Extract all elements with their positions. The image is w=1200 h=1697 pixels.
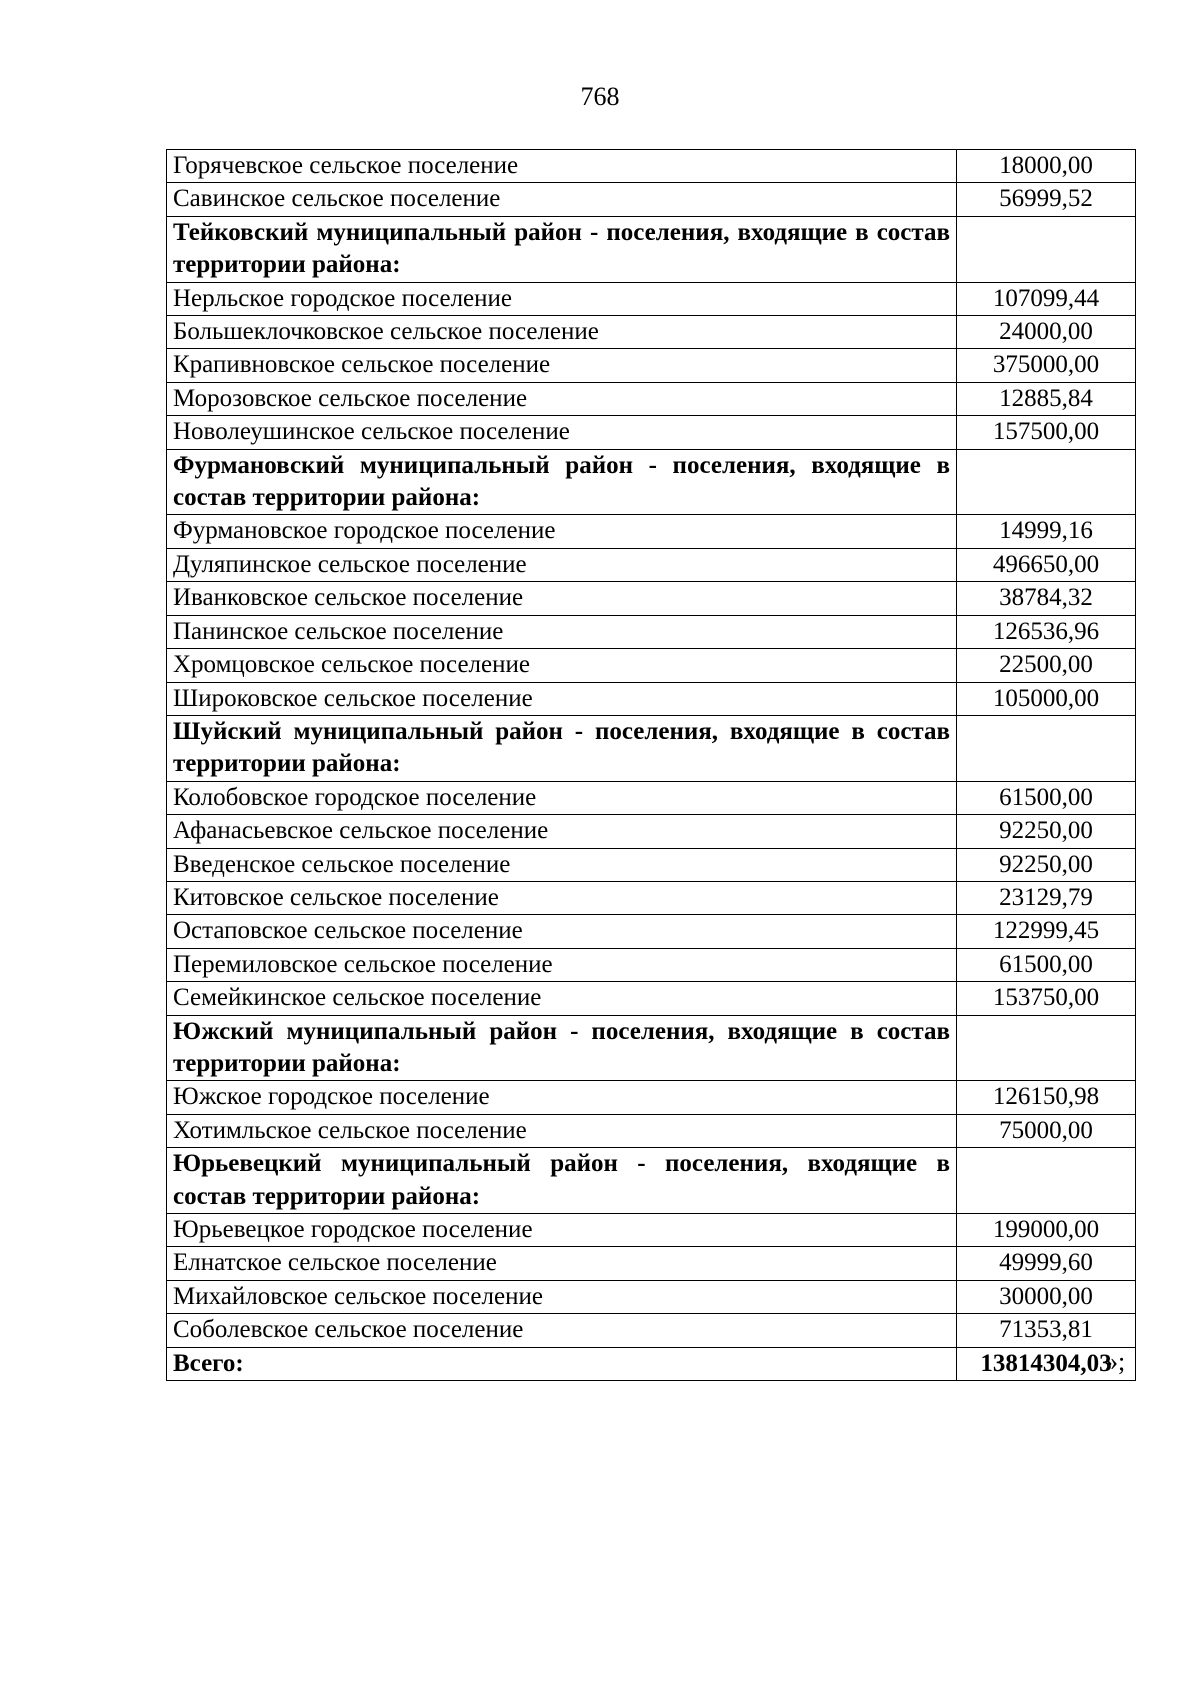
- settlement-amount: 18000,00: [957, 150, 1136, 183]
- district-heading-name: Юрьевецкий муниципальный район - поселения, входящие в состав территории района:: [167, 1148, 957, 1214]
- settlement-amount: 157500,00: [957, 416, 1136, 449]
- settlement-row: [167, 1247, 1136, 1280]
- settlement-name: Юрьевецкое городское поселение: [167, 1214, 957, 1247]
- settlement-name: Хотимльское сельское поселение: [167, 1114, 957, 1147]
- settlement-name: Семейкинское сельское поселение: [167, 982, 957, 1015]
- settlement-amount: 14999,16: [957, 515, 1136, 548]
- settlement-row: [167, 915, 1136, 948]
- settlement-name: Новолеушинское сельское поселение: [167, 416, 957, 449]
- settlement-row: [167, 582, 1136, 615]
- settlement-amount: 153750,00: [957, 982, 1136, 1015]
- district-heading-row: [167, 715, 1136, 781]
- settlement-row: [167, 416, 1136, 449]
- settlement-name: Фурмановское городское поселение: [167, 515, 957, 548]
- district-heading-amount: [957, 1015, 1136, 1081]
- settlement-row: [167, 382, 1136, 415]
- settlement-name: Афанасьевское сельское поселение: [167, 815, 957, 848]
- settlement-name: Китовское сельское поселение: [167, 881, 957, 914]
- settlement-amount: 12885,84: [957, 382, 1136, 415]
- settlement-amount: 23129,79: [957, 881, 1136, 914]
- page-number: 768: [580, 82, 620, 111]
- settlement-row: [167, 815, 1136, 848]
- settlement-amount: 375000,00: [957, 349, 1136, 382]
- district-heading-name: Южский муниципальный район - поселения, входящие в состав территории района:: [167, 1015, 957, 1081]
- settlement-row: [167, 1214, 1136, 1247]
- settlement-row: [167, 848, 1136, 881]
- allocation-table: [166, 149, 1136, 1381]
- settlement-row: [167, 982, 1136, 1015]
- settlement-name: Широковское сельское поселение: [167, 682, 957, 715]
- settlement-amount: 126150,98: [957, 1081, 1136, 1114]
- settlement-amount: 92250,00: [957, 815, 1136, 848]
- settlement-name: Елнатское сельское поселение: [167, 1247, 957, 1280]
- settlement-amount: 38784,32: [957, 582, 1136, 615]
- settlement-row: [167, 781, 1136, 814]
- settlement-row: [167, 316, 1136, 349]
- settlement-row: [167, 1314, 1136, 1347]
- total-amount: 13814304,03: [957, 1347, 1136, 1380]
- settlement-name: Дуляпинское сельское поселение: [167, 548, 957, 581]
- settlement-amount: 49999,60: [957, 1247, 1136, 1280]
- settlement-row: [167, 1081, 1136, 1114]
- settlement-row: [167, 282, 1136, 315]
- settlement-name: Соболевское сельское поселение: [167, 1314, 957, 1347]
- settlement-name: Большеклочковское сельское поселение: [167, 316, 957, 349]
- settlement-name: Южское городское поселение: [167, 1081, 957, 1114]
- closing-quote-mark: »;: [1105, 1347, 1126, 1376]
- settlement-amount: 496650,00: [957, 548, 1136, 581]
- settlement-amount: 122999,45: [957, 915, 1136, 948]
- district-heading-row: [167, 1015, 1136, 1081]
- settlement-amount: 24000,00: [957, 316, 1136, 349]
- settlement-name: Нерльское городское поселение: [167, 282, 957, 315]
- district-heading-amount: [957, 715, 1136, 781]
- settlement-row: [167, 515, 1136, 548]
- settlement-row: [167, 615, 1136, 648]
- settlement-amount: 56999,52: [957, 183, 1136, 216]
- settlement-name: Крапивновское сельское поселение: [167, 349, 957, 382]
- settlement-name: Перемиловское сельское поселение: [167, 948, 957, 981]
- table-body: [167, 150, 1136, 1381]
- settlement-row: [167, 548, 1136, 581]
- settlement-amount: 92250,00: [957, 848, 1136, 881]
- district-heading-name: Фурмановский муниципальный район - поселения, входящие в состав территории района:: [167, 449, 957, 515]
- total-row: [167, 1347, 1136, 1380]
- total-label: Всего:: [167, 1347, 957, 1380]
- settlement-name: Остаповское сельское поселение: [167, 915, 957, 948]
- settlement-name: Хромцовское сельское поселение: [167, 649, 957, 682]
- settlement-row: [167, 1114, 1136, 1147]
- settlement-amount: 30000,00: [957, 1280, 1136, 1313]
- settlement-amount: 105000,00: [957, 682, 1136, 715]
- settlement-name: Морозовское сельское поселение: [167, 382, 957, 415]
- settlement-row: [167, 150, 1136, 183]
- settlement-amount: 61500,00: [957, 781, 1136, 814]
- settlement-name: Панинское сельское поселение: [167, 615, 957, 648]
- district-heading-amount: [957, 1148, 1136, 1214]
- district-heading-row: [167, 449, 1136, 515]
- settlement-amount: 22500,00: [957, 649, 1136, 682]
- settlement-name: Колобовское городское поселение: [167, 781, 957, 814]
- district-heading-name: Тейковский муниципальный район - поселения, входящие в состав территории района:: [167, 216, 957, 282]
- district-heading-amount: [957, 449, 1136, 515]
- settlement-amount: 199000,00: [957, 1214, 1136, 1247]
- district-heading-amount: [957, 216, 1136, 282]
- settlement-name: Иванковское сельское поселение: [167, 582, 957, 615]
- settlement-amount: 71353,81: [957, 1314, 1136, 1347]
- district-heading-row: [167, 1148, 1136, 1214]
- settlement-amount: 126536,96: [957, 615, 1136, 648]
- settlement-row: [167, 183, 1136, 216]
- settlement-row: [167, 881, 1136, 914]
- settlement-name: Горячевское сельское поселение: [167, 150, 957, 183]
- settlement-row: [167, 349, 1136, 382]
- settlement-row: [167, 682, 1136, 715]
- settlement-name: Михайловское сельское поселение: [167, 1280, 957, 1313]
- settlement-amount: 107099,44: [957, 282, 1136, 315]
- settlement-row: [167, 649, 1136, 682]
- settlement-name: Савинское сельское поселение: [167, 183, 957, 216]
- district-heading-row: [167, 216, 1136, 282]
- settlement-name: Введенское сельское поселение: [167, 848, 957, 881]
- settlement-row: [167, 1280, 1136, 1313]
- settlement-row: [167, 948, 1136, 981]
- settlement-amount: 61500,00: [957, 948, 1136, 981]
- district-heading-name: Шуйский муниципальный район - поселения, входящие в состав территории района:: [167, 715, 957, 781]
- settlement-amount: 75000,00: [957, 1114, 1136, 1147]
